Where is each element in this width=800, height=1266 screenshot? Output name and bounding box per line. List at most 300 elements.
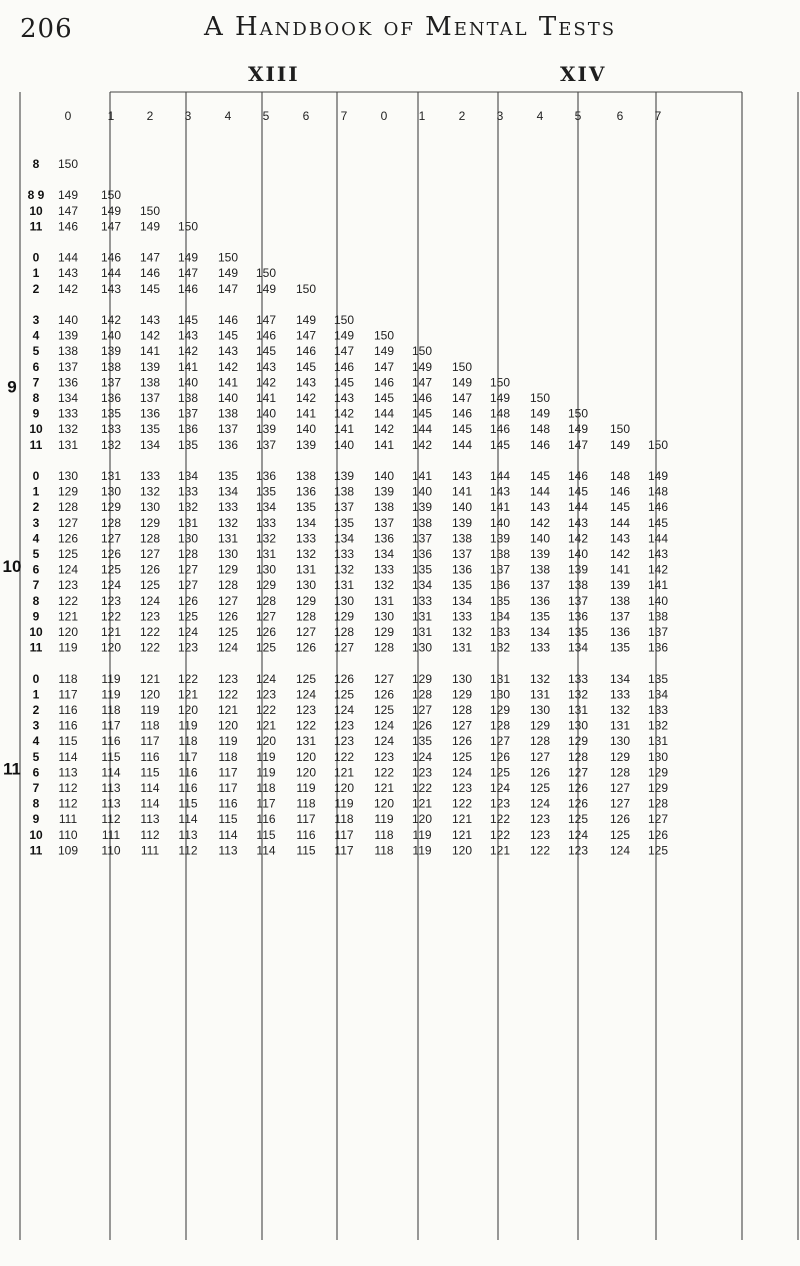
score-cell: 135 [217, 469, 239, 483]
score-cell: 137 [333, 500, 355, 515]
score-cell: 144 [609, 515, 631, 530]
score-cell: 122 [139, 625, 161, 639]
score-cell: 129 [411, 671, 433, 686]
score-cell: 124 [609, 843, 631, 858]
score-cell: 127 [57, 515, 79, 530]
score-cell: 135 [529, 609, 551, 624]
score-cell: 131 [567, 703, 589, 717]
score-cell: 142 [333, 406, 355, 421]
score-cell: 146 [255, 328, 277, 343]
score-cell: 124 [411, 749, 433, 764]
score-cell: 139 [609, 578, 631, 593]
score-cell: 149 [100, 203, 122, 218]
score-cell: 126 [139, 562, 161, 577]
score-cell: 117 [58, 687, 78, 702]
score-cell: 132 [139, 484, 161, 499]
score-cell: 115 [178, 796, 198, 811]
score-cell: 134 [451, 593, 473, 608]
score-cell: 130 [100, 484, 122, 499]
score-cell: 149 [333, 328, 355, 343]
score-cell: 121 [255, 718, 277, 733]
score-cell: 135 [411, 734, 433, 749]
score-cell: 139 [529, 547, 551, 561]
score-cell: 128 [647, 796, 669, 811]
score-cell: 119 [374, 812, 394, 827]
score-cell: 113 [101, 781, 121, 795]
score-cell: 126 [567, 796, 589, 811]
score-cell: 126 [333, 671, 355, 686]
month-label: 10 [29, 203, 43, 218]
score-cell: 131 [609, 718, 631, 733]
score-cell: 116 [256, 812, 276, 827]
score-cell: 119 [140, 703, 160, 717]
score-cell: 127 [373, 671, 395, 686]
score-cell: 146 [139, 266, 161, 281]
score-cell: 142 [373, 422, 395, 437]
score-cell: 121 [411, 796, 433, 811]
score-cell: 131 [411, 625, 433, 639]
score-cell: 117 [334, 827, 354, 842]
score-cell: 127 [177, 562, 199, 577]
score-cell: 133 [647, 703, 669, 717]
score-cell: 147 [333, 344, 355, 359]
score-cell: 135 [255, 484, 277, 499]
score-cell: 120 [295, 765, 317, 780]
score-cell: 125 [139, 578, 161, 593]
score-cell: 116 [218, 796, 238, 811]
score-cell: 124 [373, 718, 395, 733]
score-cell: 146 [333, 359, 355, 374]
score-cell: 130 [373, 609, 395, 624]
score-cell: 142 [567, 531, 589, 546]
score-cell: 124 [295, 687, 317, 702]
score-cell: 137 [177, 406, 199, 421]
score-cell: 145 [255, 344, 277, 359]
score-cell: 149 [529, 406, 551, 421]
score-cell: 150 [100, 188, 122, 203]
score-cell: 123 [529, 812, 551, 827]
score-cell: 149 [567, 422, 589, 437]
score-cell: 125 [295, 671, 317, 686]
score-cell: 143 [100, 281, 122, 296]
score-cell: 113 [140, 812, 160, 827]
score-cell: 150 [529, 391, 551, 405]
score-cell: 115 [101, 749, 121, 764]
score-cell: 130 [255, 562, 277, 577]
month-label: 4 [32, 531, 40, 546]
score-cell: 148 [647, 484, 669, 499]
score-cell: 139 [567, 562, 589, 577]
month-label: 2 [32, 500, 40, 515]
score-cell: 143 [567, 515, 589, 530]
month-label: 5 [32, 547, 40, 561]
score-cell: 129 [333, 609, 355, 624]
score-cell: 138 [177, 391, 199, 405]
score-cell: 133 [295, 531, 317, 546]
score-cell: 131 [529, 687, 551, 702]
score-cell: 111 [140, 843, 160, 858]
score-cell: 149 [139, 219, 161, 234]
score-cell: 133 [529, 640, 551, 655]
score-cell: 123 [139, 609, 161, 624]
score-cell: 138 [373, 500, 395, 515]
score-cell: 117 [334, 843, 354, 858]
score-cell: 145 [609, 500, 631, 515]
score-cell: 131 [295, 734, 317, 749]
score-cell: 133 [411, 593, 433, 608]
score-cell: 130 [451, 671, 473, 686]
score-cell: 114 [218, 827, 238, 842]
score-cell: 141 [255, 391, 277, 405]
score-cell: 128 [295, 609, 317, 624]
score-cell: 131 [255, 547, 277, 561]
score-cell: 145 [567, 484, 589, 499]
score-cell: 150 [177, 219, 199, 234]
score-cell: 109 [57, 843, 79, 858]
score-cell: 128 [411, 687, 433, 702]
score-cell: 133 [373, 562, 395, 577]
score-cell: 146 [57, 219, 79, 234]
score-cell: 142 [295, 391, 317, 405]
score-cell: 147 [217, 281, 239, 296]
score-cell: 142 [57, 281, 79, 296]
score-cell: 117 [218, 765, 238, 780]
score-cell: 135 [609, 640, 631, 655]
score-cell: 144 [451, 437, 473, 452]
score-cell: 139 [57, 328, 79, 343]
score-cell: 125 [100, 562, 122, 577]
score-cell: 126 [489, 749, 511, 764]
score-cell: 136 [489, 578, 511, 593]
score-cell: 123 [100, 593, 122, 608]
score-cell: 147 [177, 266, 199, 281]
column-header: 1 [107, 109, 115, 123]
month-label: 2 [32, 703, 40, 717]
year-label: 10 [2, 556, 22, 576]
score-cell: 145 [177, 313, 199, 327]
score-cell: 149 [647, 469, 669, 483]
score-cell: 138 [489, 547, 511, 561]
score-cell: 138 [217, 406, 239, 421]
score-cell: 146 [100, 250, 122, 265]
month-label: 11 [29, 843, 43, 858]
score-cell: 131 [411, 609, 433, 624]
month-label: 0 [32, 469, 40, 483]
score-cell: 125 [255, 640, 277, 655]
score-cell: 119 [101, 671, 121, 686]
score-cell: 129 [451, 687, 473, 702]
score-cell: 134 [177, 469, 199, 483]
score-cell: 140 [373, 469, 395, 483]
score-cell: 128 [100, 515, 122, 530]
month-label: 8 [32, 593, 40, 608]
score-cell: 141 [411, 469, 433, 483]
score-cell: 140 [177, 375, 199, 390]
score-cell: 126 [255, 625, 277, 639]
column-header: 0 [64, 109, 72, 123]
score-cell: 144 [57, 250, 79, 265]
score-cell: 140 [567, 547, 589, 561]
score-cell: 115 [58, 734, 78, 749]
score-cell: 139 [139, 359, 161, 374]
score-cell: 140 [529, 531, 551, 546]
column-header: 5 [262, 109, 270, 123]
score-cell: 122 [217, 687, 239, 702]
score-cell: 144 [529, 484, 551, 499]
score-cell: 119 [178, 718, 198, 733]
score-cell: 140 [295, 422, 317, 437]
score-cell: 126 [411, 718, 433, 733]
score-cell: 142 [255, 375, 277, 390]
score-cell: 150 [451, 359, 473, 374]
score-cell: 119 [256, 749, 276, 764]
score-cell: 136 [647, 640, 669, 655]
score-cell: 138 [333, 484, 355, 499]
score-cell: 133 [489, 625, 511, 639]
score-cell: 130 [411, 640, 433, 655]
score-cell: 127 [255, 609, 277, 624]
score-cell: 116 [140, 749, 160, 764]
score-cell: 124 [567, 827, 589, 842]
month-label: 9 [32, 609, 40, 624]
score-cell: 132 [295, 547, 317, 561]
score-cell: 130 [609, 734, 631, 749]
score-cell: 118 [374, 843, 394, 858]
month-label: 10 [29, 422, 43, 437]
score-cell: 114 [140, 781, 160, 795]
score-cell: 126 [451, 734, 473, 749]
score-cell: 134 [489, 609, 511, 624]
score-cell: 122 [451, 796, 473, 811]
month-label: 11 [29, 437, 43, 452]
score-cell: 141 [609, 562, 631, 577]
score-cell: 130 [529, 703, 551, 717]
month-label: 1 [32, 687, 40, 702]
score-cell: 122 [295, 718, 317, 733]
score-cell: 130 [567, 718, 589, 733]
score-cell: 145 [295, 359, 317, 374]
score-cell: 143 [139, 313, 161, 327]
score-cell: 127 [333, 640, 355, 655]
score-cell: 138 [57, 344, 79, 359]
score-cell: 133 [217, 500, 239, 515]
score-cell: 125 [529, 781, 551, 795]
score-cell: 127 [177, 578, 199, 593]
score-cell: 143 [295, 375, 317, 390]
score-cell: 145 [529, 469, 551, 483]
score-cell: 136 [177, 422, 199, 437]
score-cell: 123 [255, 687, 277, 702]
score-cell: 119 [412, 827, 432, 842]
score-cell: 132 [567, 687, 589, 702]
score-cell: 120 [411, 812, 433, 827]
score-cell: 146 [411, 391, 433, 405]
score-cell: 140 [217, 391, 239, 405]
score-cell: 125 [567, 812, 589, 827]
score-cell: 115 [256, 827, 276, 842]
score-cell: 132 [255, 531, 277, 546]
score-cell: 119 [218, 734, 238, 749]
score-cell: 126 [567, 781, 589, 795]
score-cell: 140 [333, 437, 355, 452]
score-cell: 118 [101, 703, 121, 717]
score-cell: 140 [647, 593, 669, 608]
month-label: 7 [32, 375, 40, 390]
score-cell: 120 [295, 749, 317, 764]
score-cell: 117 [178, 749, 198, 764]
score-cell: 113 [58, 765, 78, 780]
score-cell: 136 [139, 406, 161, 421]
month-label: 6 [32, 562, 40, 577]
score-cell: 147 [373, 359, 395, 374]
score-cell: 128 [451, 703, 473, 717]
score-cell: 139 [333, 469, 355, 483]
score-cell: 149 [451, 375, 473, 390]
score-cell: 142 [100, 313, 122, 327]
score-cell: 128 [139, 531, 161, 546]
score-cell: 140 [489, 515, 511, 530]
score-cell: 117 [218, 781, 238, 795]
score-cell: 133 [57, 406, 79, 421]
score-cell: 127 [451, 718, 473, 733]
score-cell: 120 [451, 843, 473, 858]
score-cell: 133 [333, 547, 355, 561]
score-cell: 135 [100, 406, 122, 421]
score-cell: 118 [218, 749, 238, 764]
month-label: 6 [32, 359, 40, 374]
score-cell: 111 [58, 812, 78, 827]
score-cell: 110 [58, 827, 78, 842]
score-cell: 132 [373, 578, 395, 593]
score-cell: 143 [609, 531, 631, 546]
score-cell: 119 [58, 640, 78, 655]
score-cell: 143 [647, 547, 669, 561]
score-cell: 136 [255, 469, 277, 483]
month-label: 5 [32, 344, 40, 359]
score-cell: 143 [177, 328, 199, 343]
score-cell: 140 [255, 406, 277, 421]
score-cell: 149 [177, 250, 199, 265]
score-cell: 142 [647, 562, 669, 577]
score-cell: 127 [567, 765, 589, 780]
score-cell: 136 [529, 593, 551, 608]
score-cell: 149 [411, 359, 433, 374]
score-cell: 145 [489, 437, 511, 452]
score-cell: 133 [139, 469, 161, 483]
score-cell: 150 [411, 344, 433, 359]
score-cell: 125 [57, 547, 79, 561]
score-cell: 133 [255, 515, 277, 530]
score-cell: 129 [647, 765, 669, 780]
score-cell: 143 [529, 500, 551, 515]
month-label: 4 [32, 328, 40, 343]
score-cell: 131 [57, 437, 79, 452]
score-cell: 134 [217, 484, 239, 499]
score-cell: 127 [609, 781, 631, 795]
score-cell: 122 [373, 765, 395, 780]
score-cell: 128 [489, 718, 511, 733]
score-cell: 136 [217, 437, 239, 452]
score-cell: 120 [177, 703, 199, 717]
score-cell: 124 [489, 781, 511, 795]
score-cell: 131 [100, 469, 122, 483]
month-label: 7 [32, 781, 40, 795]
score-cell: 121 [177, 687, 199, 702]
score-cell: 144 [567, 500, 589, 515]
score-cell: 132 [333, 562, 355, 577]
score-cell: 130 [217, 547, 239, 561]
score-cell: 116 [178, 781, 198, 795]
score-cell: 142 [411, 437, 433, 452]
score-cell: 112 [101, 812, 121, 827]
score-cell: 135 [411, 562, 433, 577]
score-cell: 133 [100, 422, 122, 437]
group-title-xiii: XIII [248, 62, 300, 86]
score-cell: 118 [374, 827, 394, 842]
score-cell: 129 [489, 703, 511, 717]
score-cell: 143 [451, 469, 473, 483]
score-cell: 115 [140, 765, 160, 780]
score-cell: 141 [451, 484, 473, 499]
month-label: 6 [32, 765, 40, 780]
score-cell: 123 [295, 703, 317, 717]
score-cell: 121 [451, 827, 473, 842]
score-cell: 113 [101, 796, 121, 811]
score-cell: 137 [451, 547, 473, 561]
score-cell: 128 [177, 547, 199, 561]
score-cell: 149 [489, 391, 511, 405]
score-cell: 147 [57, 203, 79, 218]
score-cell: 122 [489, 827, 511, 842]
score-cell: 143 [217, 344, 239, 359]
score-cell: 131 [333, 578, 355, 593]
score-cell: 141 [647, 578, 669, 593]
score-cell: 119 [296, 781, 316, 795]
score-cell: 137 [567, 593, 589, 608]
score-cell: 144 [489, 469, 511, 483]
score-cell: 137 [373, 515, 395, 530]
score-cell: 127 [295, 625, 317, 639]
score-cell: 144 [373, 406, 395, 421]
score-cell: 111 [101, 827, 121, 842]
score-cell: 121 [217, 703, 239, 717]
score-cell: 150 [57, 157, 79, 171]
score-cell: 130 [295, 578, 317, 593]
score-cell: 125 [609, 827, 631, 842]
score-cell: 123 [489, 796, 511, 811]
score-cell: 150 [567, 406, 589, 421]
score-cell: 134 [333, 531, 355, 546]
score-cell: 150 [295, 281, 317, 296]
score-cell: 138 [295, 469, 317, 483]
score-cell: 141 [295, 406, 317, 421]
score-cell: 150 [255, 266, 277, 281]
score-cell: 121 [489, 843, 511, 858]
column-header: 3 [496, 109, 504, 123]
score-cell: 117 [140, 734, 160, 749]
score-cell: 121 [139, 671, 161, 686]
score-cell: 141 [139, 344, 161, 359]
score-cell: 147 [139, 250, 161, 265]
score-cell: 135 [333, 515, 355, 530]
score-cell: 142 [609, 547, 631, 561]
month-label: 9 [32, 812, 40, 827]
score-cell: 112 [178, 843, 198, 858]
month-label: 0 [32, 671, 40, 686]
score-cell: 129 [295, 593, 317, 608]
score-cell: 134 [647, 687, 669, 702]
score-cell: 137 [255, 437, 277, 452]
